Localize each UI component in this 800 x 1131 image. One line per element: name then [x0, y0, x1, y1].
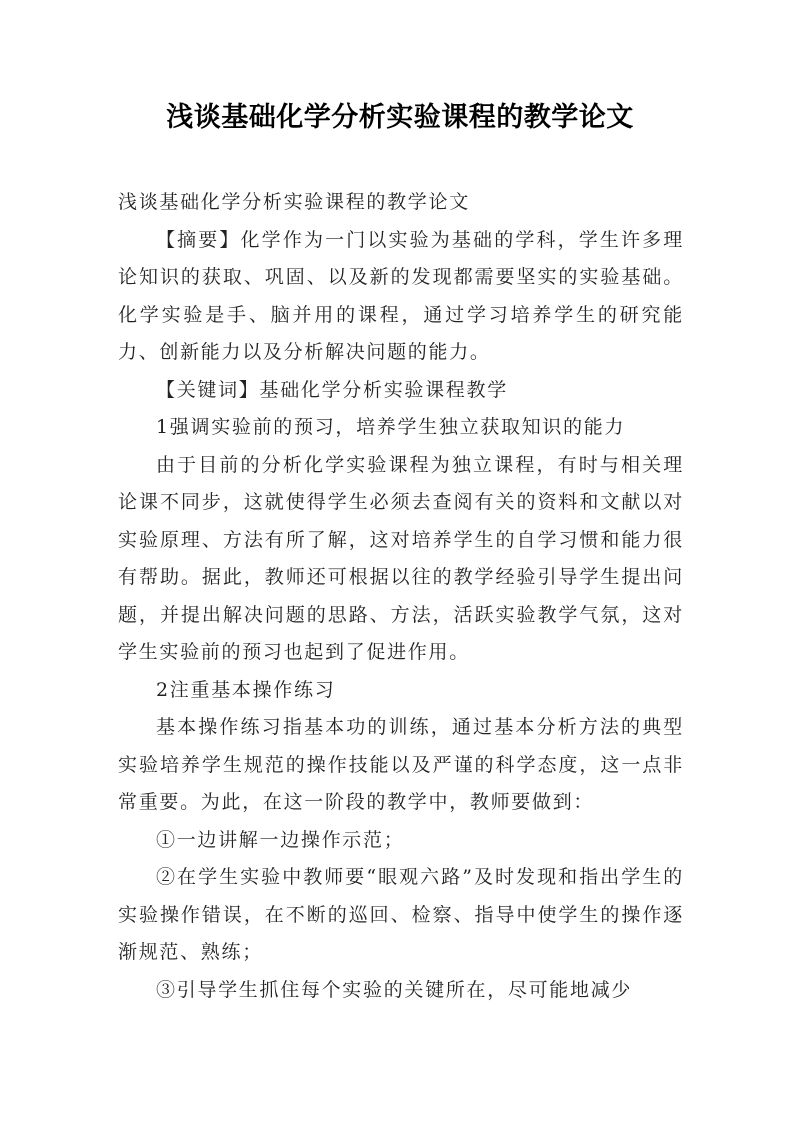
- paragraph: 1强调实验前的预习，培养学生独立获取知识的能力: [156, 416, 626, 438]
- paragraph: 基本操作练习指基本功的训练，通过基本分析方法的典型实验培养学生规范的操作技能以及严谨的科学态度，这一点非常重要。为此，在这一阶段的教学中，教师要做到：: [118, 716, 684, 813]
- paragraph: 由于目前的分析化学实验课程为独立课程，有时与相关理论课不同步，这就使得学生必须去查阅有关的资料和文献以对实验原理、方法有所了解，这对培养学生的自学习惯和能力很有帮助。据此，教师还可根据以往的教学经验引导学生提出问题，并提出解决问题的思路、方法，活跃实验教学气氛，这对学生实验前的预习也起到了促进作用。: [118, 453, 684, 663]
- paragraph: 2注重基本操作练习: [156, 678, 336, 701]
- paragraph: 【摘要】化学作为一门以实验为基础的学科，学生许多理论知识的获取、巩固、以及新的发现都需要坚实的实验基础。化学实验是手、脑并用的课程，通过学习培养学生的研究能力、创新能力以及分析解决问题的能力。: [118, 228, 684, 363]
- paragraph: ③引导学生抓住每个实验的关键所在，尽可能地减少: [156, 978, 633, 1001]
- document-body: [118, 184, 684, 1009]
- paragraph: 【关键词】基础化学分析实验课程教学: [156, 378, 508, 401]
- page-title: 浅谈基础化学分析实验课程的教学论文: [166, 102, 634, 133]
- paragraph: 浅谈基础化学分析实验课程的教学论文: [118, 191, 470, 213]
- paragraph: ①一边讲解一边操作示范；: [156, 828, 405, 851]
- paragraph: ②在学生实验中教师要“眼观六路”及时发现和指出学生的实验操作错误，在不断的巡回、检察、指导中使学生的操作逐渐规范、熟练；: [118, 866, 684, 963]
